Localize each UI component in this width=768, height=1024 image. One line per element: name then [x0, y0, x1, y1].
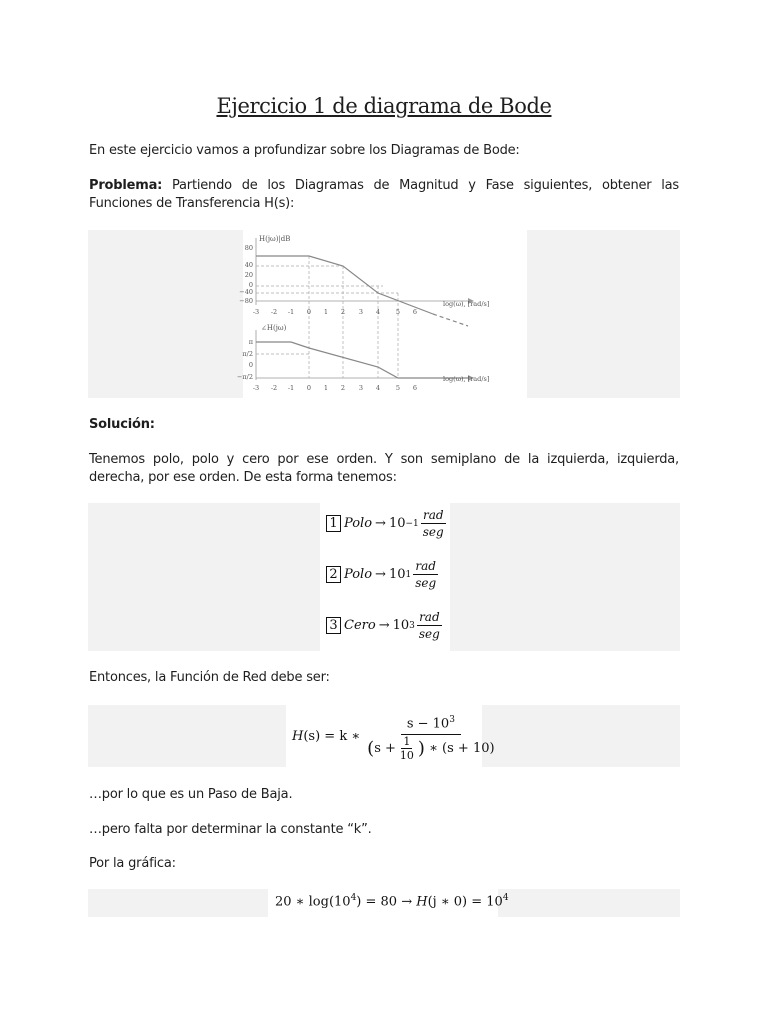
bode-figure [236, 230, 527, 398]
phase-x-label: log(ω), [rad/s] [443, 375, 490, 383]
pole-kind: Cero [344, 618, 376, 633]
pole-exp: 3 [409, 620, 415, 631]
mag-tick: 40 [244, 261, 253, 269]
bode-diagram [236, 230, 527, 398]
pole-number: 3 [326, 617, 341, 634]
x-tick: 4 [375, 384, 381, 392]
x-tick: -1 [287, 384, 295, 392]
pole-base: 10 [388, 567, 406, 582]
graph-paragraph: Por la gráfica: [89, 856, 176, 871]
x-tick: 5 [395, 308, 401, 316]
mag-tick: −40 [239, 288, 253, 296]
phase-tick: 0 [248, 361, 253, 369]
x-tick: 2 [340, 384, 346, 392]
x-tick: 2 [340, 308, 346, 316]
x-tick: 6 [412, 308, 418, 316]
mag-x-label: log(ω), [rad/s] [443, 300, 490, 308]
magnitude-curve [256, 256, 433, 314]
problem-label: Problema: [89, 178, 163, 193]
x-tick: 5 [395, 384, 401, 392]
pole-base: 10 [388, 516, 406, 531]
phase-tick: π [248, 338, 253, 346]
phase-curve [256, 342, 468, 378]
x-tick: 3 [358, 308, 364, 316]
constant-paragraph: …pero falta por determinar la constante “k”. [89, 822, 372, 837]
solution-heading: Solución: [89, 417, 155, 432]
pole-base: 10 [392, 618, 410, 633]
mag-tick: 80 [244, 244, 253, 252]
mag-label: H(jω)|dB [259, 235, 291, 243]
mag-tick: 0 [248, 281, 253, 289]
arrow-icon: → [375, 516, 386, 531]
h-symbol: H [292, 728, 304, 744]
pole-kind: Polo [344, 567, 373, 582]
pole-row-2 [326, 558, 440, 591]
transfer-numerator: $s - 10^3$ [401, 710, 461, 735]
page-title: Ejercicio 1 de diagrama de Bode [216, 94, 552, 118]
pole-number: 2 [326, 566, 341, 583]
transfer-fraction [365, 710, 496, 762]
h-argument: (s) = k ∗ [303, 728, 361, 744]
problem-text: Partiendo de los Diagramas de Magnitud y Fase siguientes, obtener las Funciones de Transferencia H(s): [89, 178, 679, 211]
x-tick: -3 [252, 308, 260, 316]
final-equation: 20 ∗ $\log(10^4) = 80 \to H(j$ ∗ $0) = 10^4$ [275, 893, 509, 910]
phase-tick: −π/2 [236, 373, 253, 381]
x-tick: -1 [287, 308, 295, 316]
network-paragraph: Entonces, la Función de Red debe ser: [89, 670, 330, 685]
arrow-icon: → [378, 618, 390, 633]
pole-row-3 [326, 609, 444, 642]
lowpass-paragraph: …por lo que es un Paso de Baja. [89, 787, 293, 802]
pole-unit: $\frac{\text{rad}}{\text{seg}}$ [418, 610, 440, 641]
pole-exp: −1 [405, 518, 419, 529]
x-tick: -3 [252, 384, 260, 392]
mag-tick: 20 [244, 271, 253, 279]
pole-unit: $\frac{\text{rad}}{\text{seg}}$ [415, 559, 437, 590]
transfer-function [292, 709, 499, 763]
intro-paragraph: En este ejercicio vamos a profundizar sobre los Diagramas de Bode: [89, 143, 520, 158]
x-tick: 4 [375, 308, 381, 316]
x-tick: -2 [270, 308, 278, 316]
mag-tick: −80 [239, 297, 253, 305]
x-tick: 3 [358, 384, 364, 392]
x-tick: 0 [306, 308, 312, 316]
solution-paragraph: Tenemos polo, polo y cero por ese orden. Y son semiplano de la izquierda, izquierda, derecha, por ese orden. De esta forma tenemos: [89, 452, 679, 485]
guide-lines [256, 256, 401, 378]
x-tick: 1 [323, 384, 329, 392]
problem-paragraph [89, 177, 679, 213]
magnitude-curve-extension [433, 314, 468, 326]
pole-kind: Polo [344, 516, 373, 531]
pole-row-1 [326, 507, 448, 540]
transfer-denominator: ( s + $\frac{1}{10}$ ) ∗ (s + 10) [367, 735, 495, 763]
pole-unit: $\frac{\text{rad}}{\text{seg}}$ [422, 508, 444, 539]
x-tick: 1 [323, 308, 329, 316]
arrow-icon: → [375, 567, 386, 582]
x-tick: 0 [306, 384, 312, 392]
phase-tick: π/2 [242, 350, 253, 358]
x-tick: 6 [412, 384, 418, 392]
pole-exp: 1 [405, 569, 412, 580]
x-tick: -2 [270, 384, 278, 392]
pole-number: 1 [326, 515, 341, 532]
phase-label: ∠H(jω) [261, 324, 287, 332]
